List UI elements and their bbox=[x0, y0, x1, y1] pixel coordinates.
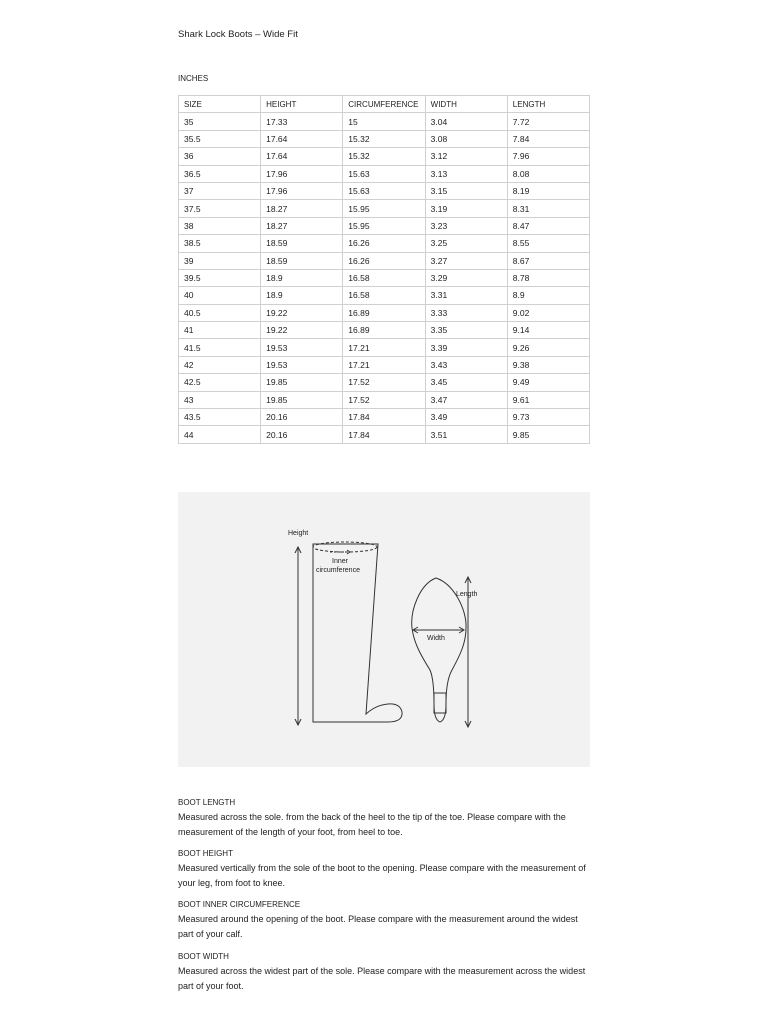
cell-size: 37 bbox=[179, 182, 261, 199]
cell-length: 9.02 bbox=[507, 304, 589, 321]
description-heading: BOOT LENGTH bbox=[178, 798, 236, 807]
table-row bbox=[179, 148, 590, 165]
table-row bbox=[179, 426, 590, 443]
table-row bbox=[179, 339, 590, 356]
cell-width: 3.04 bbox=[425, 113, 507, 130]
table-row bbox=[179, 269, 590, 286]
cell-circumference: 15.95 bbox=[343, 200, 425, 217]
cell-size: 36 bbox=[179, 148, 261, 165]
cell-circumference: 17.52 bbox=[343, 374, 425, 391]
description-heading: BOOT WIDTH bbox=[178, 952, 229, 961]
cell-circumference: 16.26 bbox=[343, 235, 425, 252]
cell-width: 3.08 bbox=[425, 130, 507, 147]
cell-height: 18.9 bbox=[261, 287, 343, 304]
cell-size: 35.5 bbox=[179, 130, 261, 147]
cell-width: 3.35 bbox=[425, 322, 507, 339]
cell-length: 8.67 bbox=[507, 252, 589, 269]
cell-circumference: 17.84 bbox=[343, 409, 425, 426]
length-arrow bbox=[465, 577, 471, 727]
cell-length: 8.9 bbox=[507, 287, 589, 304]
cell-length: 9.61 bbox=[507, 391, 589, 408]
cell-width: 3.47 bbox=[425, 391, 507, 408]
width-label: Width bbox=[427, 635, 445, 642]
header-circumference: CIRCUMFERENCE bbox=[343, 96, 425, 113]
cell-circumference: 15.32 bbox=[343, 148, 425, 165]
boot-diagram-illustration bbox=[178, 492, 590, 767]
description-text: Measured across the sole. from the back of the heel to the tip of the toe. Please compare with the measurement of the length of your foot, from heel to toe. bbox=[178, 812, 566, 837]
description-text: Measured around the opening of the boot. Please compare with the measurement around the widest part of your calf. bbox=[178, 914, 578, 939]
description-boot-height bbox=[178, 849, 590, 891]
size-chart-table bbox=[178, 95, 590, 444]
boot-measurement-diagram bbox=[178, 492, 590, 767]
table-row bbox=[179, 200, 590, 217]
cell-width: 3.33 bbox=[425, 304, 507, 321]
boot-sole-view bbox=[412, 578, 466, 722]
cell-height: 18.27 bbox=[261, 217, 343, 234]
cell-height: 17.64 bbox=[261, 130, 343, 147]
cell-circumference: 17.84 bbox=[343, 426, 425, 443]
description-heading: BOOT INNER CIRCUMFERENCE bbox=[178, 900, 301, 909]
cell-size: 39.5 bbox=[179, 269, 261, 286]
cell-length: 7.72 bbox=[507, 113, 589, 130]
description-boot-inner-circumference bbox=[178, 900, 590, 942]
description-text: Measured vertically from the sole of the boot to the opening. Please compare with the measurement of your leg, from foot to knee. bbox=[178, 863, 586, 888]
cell-size: 38.5 bbox=[179, 235, 261, 252]
table-row bbox=[179, 182, 590, 199]
cell-circumference: 16.58 bbox=[343, 287, 425, 304]
cell-height: 18.59 bbox=[261, 252, 343, 269]
cell-height: 19.85 bbox=[261, 391, 343, 408]
width-arrow bbox=[413, 627, 464, 633]
cell-circumference: 16.89 bbox=[343, 304, 425, 321]
cell-length: 8.19 bbox=[507, 182, 589, 199]
table-row bbox=[179, 165, 590, 182]
header-width: WIDTH bbox=[425, 96, 507, 113]
cell-size: 41.5 bbox=[179, 339, 261, 356]
cell-circumference: 16.89 bbox=[343, 322, 425, 339]
cell-height: 18.9 bbox=[261, 269, 343, 286]
cell-size: 39 bbox=[179, 252, 261, 269]
cell-circumference: 16.26 bbox=[343, 252, 425, 269]
cell-length: 9.38 bbox=[507, 356, 589, 373]
cell-circumference: 15 bbox=[343, 113, 425, 130]
table-row bbox=[179, 322, 590, 339]
table-header-row bbox=[179, 96, 590, 113]
cell-height: 17.33 bbox=[261, 113, 343, 130]
cell-circumference: 17.21 bbox=[343, 356, 425, 373]
header-height: HEIGHT bbox=[261, 96, 343, 113]
cell-size: 36.5 bbox=[179, 165, 261, 182]
cell-width: 3.43 bbox=[425, 356, 507, 373]
cell-length: 9.73 bbox=[507, 409, 589, 426]
cell-length: 8.08 bbox=[507, 165, 589, 182]
cell-circumference: 17.52 bbox=[343, 391, 425, 408]
cell-circumference: 15.95 bbox=[343, 217, 425, 234]
cell-width: 3.29 bbox=[425, 269, 507, 286]
cell-width: 3.12 bbox=[425, 148, 507, 165]
cell-size: 40 bbox=[179, 287, 261, 304]
description-heading: BOOT HEIGHT bbox=[178, 849, 233, 858]
cell-height: 17.96 bbox=[261, 182, 343, 199]
cell-length: 8.31 bbox=[507, 200, 589, 217]
cell-width: 3.19 bbox=[425, 200, 507, 217]
table-row bbox=[179, 252, 590, 269]
cell-size: 41 bbox=[179, 322, 261, 339]
description-text: Measured across the widest part of the sole. Please compare with the measurement across the widest part of your foot. bbox=[178, 966, 586, 991]
cell-height: 19.22 bbox=[261, 304, 343, 321]
inner-circumference-label-line1: Inner bbox=[332, 558, 348, 565]
table-row bbox=[179, 130, 590, 147]
table-row bbox=[179, 217, 590, 234]
cell-height: 18.27 bbox=[261, 200, 343, 217]
cell-circumference: 15.63 bbox=[343, 182, 425, 199]
cell-circumference: 16.58 bbox=[343, 269, 425, 286]
table-row bbox=[179, 374, 590, 391]
cell-size: 38 bbox=[179, 217, 261, 234]
length-label: Length bbox=[456, 591, 478, 598]
unit-label: INCHES bbox=[178, 74, 209, 83]
cell-circumference: 17.21 bbox=[343, 339, 425, 356]
header-size: SIZE bbox=[179, 96, 261, 113]
cell-width: 3.31 bbox=[425, 287, 507, 304]
cell-height: 20.16 bbox=[261, 426, 343, 443]
table-row bbox=[179, 391, 590, 408]
cell-width: 3.15 bbox=[425, 182, 507, 199]
inner-circumference-label-line2: circumference bbox=[316, 567, 360, 574]
cell-width: 3.25 bbox=[425, 235, 507, 252]
height-arrow bbox=[295, 547, 301, 725]
cell-size: 35 bbox=[179, 113, 261, 130]
table-row bbox=[179, 235, 590, 252]
cell-height: 19.22 bbox=[261, 322, 343, 339]
cell-width: 3.13 bbox=[425, 165, 507, 182]
cell-length: 9.49 bbox=[507, 374, 589, 391]
cell-width: 3.51 bbox=[425, 426, 507, 443]
table-row bbox=[179, 409, 590, 426]
cell-height: 18.59 bbox=[261, 235, 343, 252]
cell-length: 8.78 bbox=[507, 269, 589, 286]
cell-size: 43.5 bbox=[179, 409, 261, 426]
cell-height: 17.64 bbox=[261, 148, 343, 165]
header-length: LENGTH bbox=[507, 96, 589, 113]
cell-length: 9.85 bbox=[507, 426, 589, 443]
cell-height: 20.16 bbox=[261, 409, 343, 426]
table-row bbox=[179, 304, 590, 321]
cell-size: 37.5 bbox=[179, 200, 261, 217]
cell-width: 3.27 bbox=[425, 252, 507, 269]
cell-length: 9.26 bbox=[507, 339, 589, 356]
cell-width: 3.39 bbox=[425, 339, 507, 356]
cell-length: 9.14 bbox=[507, 322, 589, 339]
cell-circumference: 15.63 bbox=[343, 165, 425, 182]
cell-height: 19.53 bbox=[261, 356, 343, 373]
height-label: Height bbox=[288, 530, 309, 537]
cell-size: 43 bbox=[179, 391, 261, 408]
cell-height: 19.85 bbox=[261, 374, 343, 391]
cell-circumference: 15.32 bbox=[343, 130, 425, 147]
description-boot-width bbox=[178, 952, 590, 994]
cell-height: 19.53 bbox=[261, 339, 343, 356]
cell-length: 7.84 bbox=[507, 130, 589, 147]
cell-width: 3.23 bbox=[425, 217, 507, 234]
table-row bbox=[179, 113, 590, 130]
cell-width: 3.49 bbox=[425, 409, 507, 426]
cell-size: 40.5 bbox=[179, 304, 261, 321]
page-title: Shark Lock Boots – Wide Fit bbox=[178, 29, 298, 40]
cell-size: 42.5 bbox=[179, 374, 261, 391]
cell-length: 8.47 bbox=[507, 217, 589, 234]
cell-length: 8.55 bbox=[507, 235, 589, 252]
cell-height: 17.96 bbox=[261, 165, 343, 182]
table-row bbox=[179, 287, 590, 304]
cell-size: 42 bbox=[179, 356, 261, 373]
table-row bbox=[179, 356, 590, 373]
cell-length: 7.96 bbox=[507, 148, 589, 165]
cell-width: 3.45 bbox=[425, 374, 507, 391]
description-boot-length bbox=[178, 798, 590, 840]
cell-size: 44 bbox=[179, 426, 261, 443]
